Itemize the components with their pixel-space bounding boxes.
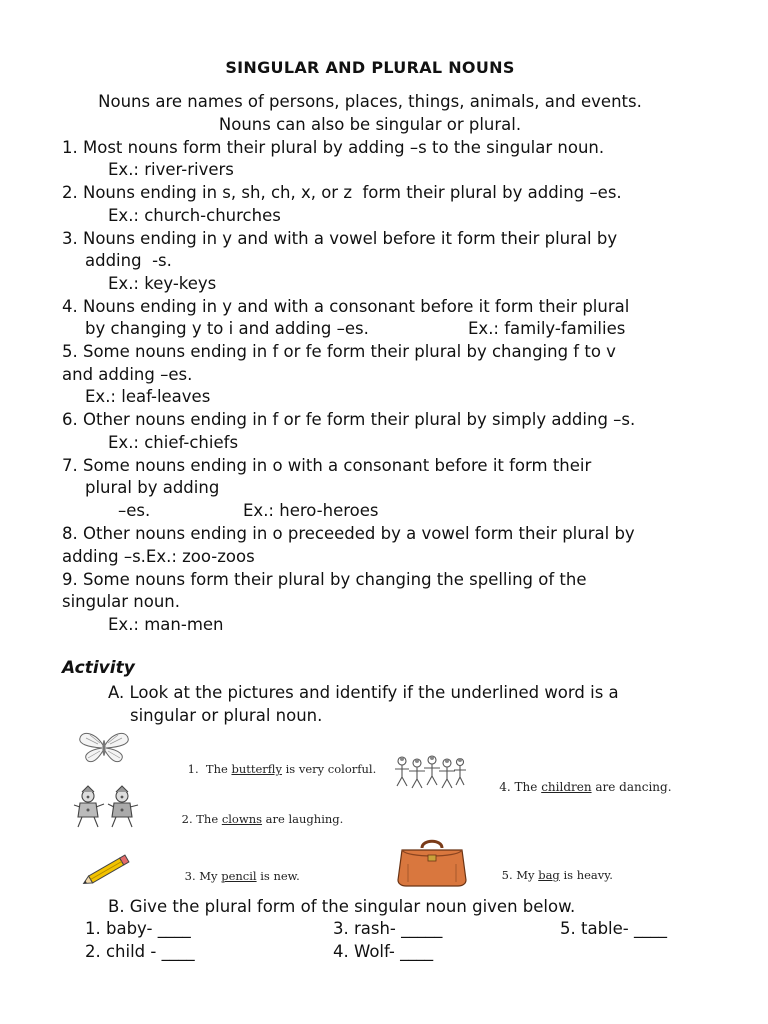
item-2 [167, 798, 343, 840]
rule-7-line-2: plural by adding [85, 478, 220, 497]
rule-7-line-3: –es. [118, 501, 151, 520]
part-b-item-4: 4. Wolf- ____ [333, 942, 434, 961]
item-4-underlined-word: children [541, 780, 592, 794]
item-5-number: 5. [501, 868, 513, 882]
activity-a-line-1: A. Look at the pictures and identify if the underlined word is a [108, 683, 619, 702]
item-5-post: is heavy. [559, 868, 613, 882]
part-b-item-5: 5. table- ____ [560, 919, 667, 938]
part-b-item-1: 1. baby- ____ [85, 919, 191, 938]
rule-5-line-1: 5. Some nouns ending in f or fe form their plural by changing f to v [62, 342, 616, 361]
rule-8-line-2: adding –s.Ex.: zoo-zoos [62, 547, 255, 566]
rule-5-line-2: and adding –es. [62, 365, 193, 384]
item-4-number: 4. [499, 780, 511, 794]
rule-4-line-2: by changing y to i and adding –es. [85, 319, 369, 338]
item-1-number: 1. [187, 762, 199, 776]
rule-7-example: Ex.: hero-heroes [243, 501, 379, 520]
activity-heading: Activity [62, 658, 135, 678]
item-5 [487, 854, 613, 896]
rule-6-example: Ex.: chief-chiefs [108, 433, 239, 452]
item-3-underlined-word: pencil [221, 869, 257, 883]
item-5-underlined-word: bag [538, 868, 560, 882]
item-1 [173, 748, 376, 790]
bag-picture [396, 836, 468, 888]
part-b-item-2: 2. child - ____ [85, 942, 195, 961]
item-4 [484, 766, 672, 808]
butterfly-picture [76, 730, 132, 764]
item-4-post: are dancing. [591, 780, 672, 794]
item-4-pre: The [510, 780, 542, 794]
rule-3-line-2: adding -s. [85, 251, 172, 270]
item-3-pre: My [195, 869, 222, 883]
item-1-underlined-word: butterfly [231, 762, 282, 776]
intro-line-1: Nouns are names of persons, places, things, animals, and events. [98, 92, 642, 111]
rule-1-example: Ex.: river-rivers [108, 160, 234, 179]
activity-a-line-2: singular or plural noun. [130, 706, 323, 725]
item-1-post: is very colorful. [281, 762, 377, 776]
rule-1: 1. Most nouns form their plural by adding –s to the singular noun. [62, 138, 605, 157]
rule-8-line-1: 8. Other nouns ending in o preceeded by a vowel form their plural by [62, 524, 635, 543]
rule-6: 6. Other nouns ending in f or fe form their plural by simply adding –s. [62, 410, 636, 429]
item-2-post: are laughing. [262, 812, 344, 826]
rule-7-line-1: 7. Some nouns ending in o with a consonant before it form their [62, 456, 592, 475]
children-dancing-picture [393, 754, 467, 792]
activity-b-line: B. Give the plural form of the singular noun given below. [108, 897, 576, 916]
rule-3-line-1: 3. Nouns ending in y and with a vowel before it form their plural by [62, 229, 618, 248]
item-3-number: 3. [184, 869, 196, 883]
rule-5-example: Ex.: leaf-leaves [85, 387, 211, 406]
item-5-pre: My [512, 868, 539, 882]
part-b-item-3: 3. rash- _____ [333, 919, 443, 938]
rule-9-line-2: singular noun. [62, 592, 181, 611]
rule-2: 2. Nouns ending in s, sh, ch, x, or z form their plural by adding –es. [62, 183, 622, 202]
pencil-picture [78, 850, 136, 890]
rule-9-example: Ex.: man-men [108, 615, 224, 634]
item-3 [170, 855, 300, 897]
rule-4-line-1: 4. Nouns ending in y and with a consonant before it form their plural [62, 297, 630, 316]
rule-9-line-1: 9. Some nouns form their plural by changing the spelling of the [62, 570, 587, 589]
item-3-post: is new. [256, 869, 300, 883]
rule-3-example: Ex.: key-keys [108, 274, 217, 293]
rule-4-example: Ex.: family-families [468, 319, 626, 338]
rule-2-example: Ex.: church-churches [108, 206, 281, 225]
item-1-pre: The [205, 762, 232, 776]
item-2-underlined-word: clowns [221, 812, 263, 826]
item-2-pre: The [192, 812, 222, 826]
page-title: SINGULAR AND PLURAL NOUNS [225, 58, 515, 77]
item-2-number: 2. [181, 812, 193, 826]
clowns-picture [70, 785, 142, 829]
intro-line-2: Nouns can also be singular or plural. [218, 115, 522, 134]
